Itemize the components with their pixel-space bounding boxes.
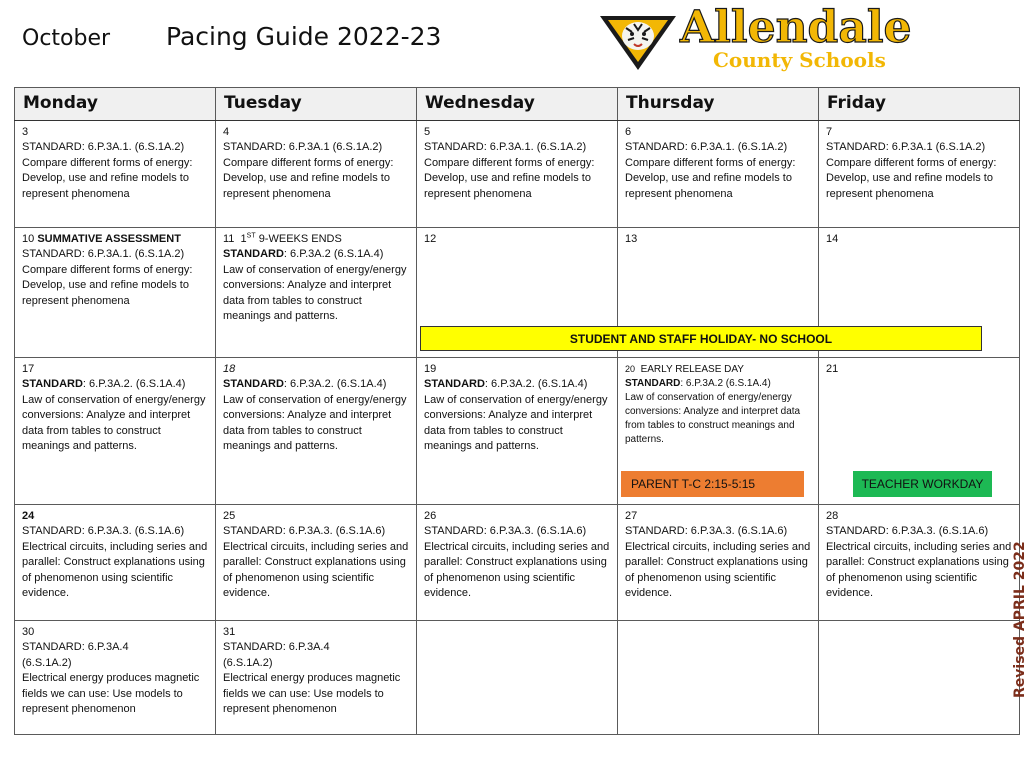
date: 3 [22, 126, 29, 138]
standard: STANDARD: 6.P.3A.4 [22, 641, 129, 654]
date: 26 [424, 510, 437, 522]
standard: STANDARD: 6.P.3A.3. (6.S.1A.6) [424, 525, 587, 538]
week-row [15, 621, 1020, 735]
description: Compare different forms of energy: Develop, use and refine models to represent phenomena [625, 156, 796, 200]
standard: STANDARD: 6.P.3A.4 [223, 641, 330, 654]
teacher-workday-badge: TEACHER WORKDAY [853, 471, 992, 497]
date: 17 [22, 363, 35, 375]
date: 19 [424, 363, 437, 375]
day-cell [15, 121, 216, 228]
day-cell [216, 121, 417, 228]
day-cell [15, 621, 216, 735]
date: 31 [223, 626, 236, 638]
standard: STANDARD: 6.P.3A.1. (6.S.1A.2) [625, 141, 788, 154]
standard: STANDARD: 6.P.3A.1 (6.S.1A.2) [826, 141, 986, 154]
standard-secondary: (6.S.1A.2) [223, 656, 273, 669]
standard-label: STANDARD [22, 378, 83, 391]
logo-title: Allendale [680, 2, 912, 53]
day-cell [417, 121, 618, 228]
standard: : 6.P.3A.2. (6.S.1A.4) [82, 378, 186, 391]
description: Law of conservation of energy/energy conversions: Analyze and interpret data from tables to construct meanings and patterns. [424, 393, 608, 453]
standard-label: STANDARD [223, 248, 284, 261]
standard: STANDARD: 6.P.3A.3. (6.S.1A.6) [223, 525, 386, 538]
description: Law of conservation of energy/energy conversions: Analyze and interpret data from tables to construct meanings and patterns. [223, 263, 407, 323]
tiger-mascot-icon [598, 12, 678, 72]
day-note: SUMMATIVE ASSESSMENT [37, 233, 181, 245]
standard: : 6.P.3A.2 (6.S.1A.4) [680, 378, 771, 389]
pacing-calendar [14, 87, 1020, 735]
date: 24 [22, 510, 35, 522]
day-cell [15, 358, 216, 505]
day-cell [819, 121, 1020, 228]
day-cell [618, 121, 819, 228]
header-row [15, 88, 1020, 121]
standard: STANDARD: 6.P.3A.3. (6.S.1A.6) [22, 525, 185, 538]
date: 10 [22, 233, 35, 245]
day-cell [216, 358, 417, 505]
day-cell [417, 505, 618, 621]
holiday-banner: STUDENT AND STAFF HOLIDAY- NO SCHOOL [420, 326, 982, 351]
day-cell [417, 621, 618, 735]
description: Electrical circuits, including series and parallel: Construct explanations using of phenomenon using scientific evidence. [223, 540, 409, 600]
date: 20 [625, 364, 636, 374]
term-number: 1 [240, 233, 247, 245]
description: Law of conservation of energy/energy conversions: Analyze and interpret data from tables to construct meanings and patterns. [22, 393, 206, 453]
date: 21 [826, 363, 839, 375]
standard-label: STANDARD [424, 378, 485, 391]
date: 6 [625, 126, 632, 138]
date: 5 [424, 126, 431, 138]
description: Electrical energy produces magnetic fields we can use: Use models to represent phenomenon [22, 672, 200, 716]
date: 25 [223, 510, 236, 522]
standard: STANDARD: 6.P.3A.3. (6.S.1A.6) [826, 525, 989, 538]
day-cell [618, 505, 819, 621]
revision-note: Revised APRIL 2022 [1012, 541, 1028, 698]
day-note: EARLY RELEASE DAY [640, 364, 744, 375]
term-ordinal: ST [246, 232, 256, 240]
description: Electrical circuits, including series and parallel: Construct explanations using of phenomenon using scientific evidence. [826, 540, 1012, 600]
date: 7 [826, 126, 833, 138]
standard: STANDARD: 6.P.3A.1. (6.S.1A.2) [22, 141, 185, 154]
week-row [15, 505, 1020, 621]
day-note: 9-WEEKS ENDS [258, 233, 342, 245]
standard: : 6.P.3A.2. (6.S.1A.4) [283, 378, 387, 391]
date: 30 [22, 626, 35, 638]
description: Compare different forms of energy: Develop, use and refine models to represent phenomena [424, 156, 595, 200]
standard-label: STANDARD [223, 378, 284, 391]
day-header-monday: Monday [15, 88, 216, 121]
date: 12 [424, 233, 437, 245]
logo-subtitle: County Schools [713, 48, 886, 72]
date: 18 [223, 363, 236, 375]
standard: : 6.P.3A.2 (6.S.1A.4) [283, 248, 384, 261]
description: Electrical circuits, including series and parallel: Construct explanations using of phenomenon using scientific evidence. [424, 540, 610, 600]
day-cell [417, 358, 618, 505]
description: Compare different forms of energy: Develop, use and refine models to represent phenomena [223, 156, 394, 200]
day-header-thursday: Thursday [618, 88, 819, 121]
description: Compare different forms of energy: Develop, use and refine models to represent phenomena [22, 263, 193, 307]
day-cell [819, 621, 1020, 735]
day-header-tuesday: Tuesday [216, 88, 417, 121]
day-cell [216, 621, 417, 735]
standard: : 6.P.3A.2. (6.S.1A.4) [484, 378, 588, 391]
standard: STANDARD: 6.P.3A.3. (6.S.1A.6) [625, 525, 788, 538]
school-logo [598, 2, 958, 72]
day-cell [216, 505, 417, 621]
parent-teacher-conference-badge: PARENT T-C 2:15-5:15 [621, 471, 804, 497]
description: Compare different forms of energy: Develop, use and refine models to represent phenomena [826, 156, 997, 200]
date: 27 [625, 510, 638, 522]
description: Electrical circuits, including series and parallel: Construct explanations using of phenomenon using scientific evidence. [22, 540, 208, 600]
week-row [15, 121, 1020, 228]
month-label: October [22, 26, 111, 51]
standard: STANDARD: 6.P.3A.1 (6.S.1A.2) [223, 141, 383, 154]
description: Electrical circuits, including series and parallel: Construct explanations using of phenomenon using scientific evidence. [625, 540, 811, 600]
standard-label: STANDARD [625, 378, 681, 389]
description: Compare different forms of energy: Develop, use and refine models to represent phenomena [22, 156, 193, 200]
date: 11 [223, 233, 235, 245]
day-cell [15, 228, 216, 358]
description: Law of conservation of energy/energy conversions: Analyze and interpret data from tables to construct meanings and patterns. [625, 392, 801, 445]
date: 4 [223, 126, 230, 138]
description: Law of conservation of energy/energy conversions: Analyze and interpret data from tables to construct meanings and patterns. [223, 393, 407, 453]
standard: STANDARD: 6.P.3A.1. (6.S.1A.2) [424, 141, 587, 154]
day-cell [618, 621, 819, 735]
standard-secondary: (6.S.1A.2) [22, 656, 72, 669]
day-header-friday: Friday [819, 88, 1020, 121]
page-title: Pacing Guide 2022-23 [166, 22, 442, 51]
day-cell [216, 228, 417, 358]
description: Electrical energy produces magnetic fields we can use: Use models to represent phenomenon [223, 672, 401, 716]
date: 13 [625, 233, 638, 245]
day-header-wednesday: Wednesday [417, 88, 618, 121]
date: 14 [826, 233, 839, 245]
day-cell [15, 505, 216, 621]
date: 28 [826, 510, 839, 522]
day-cell [819, 505, 1020, 621]
standard: STANDARD: 6.P.3A.1. (6.S.1A.2) [22, 248, 185, 261]
